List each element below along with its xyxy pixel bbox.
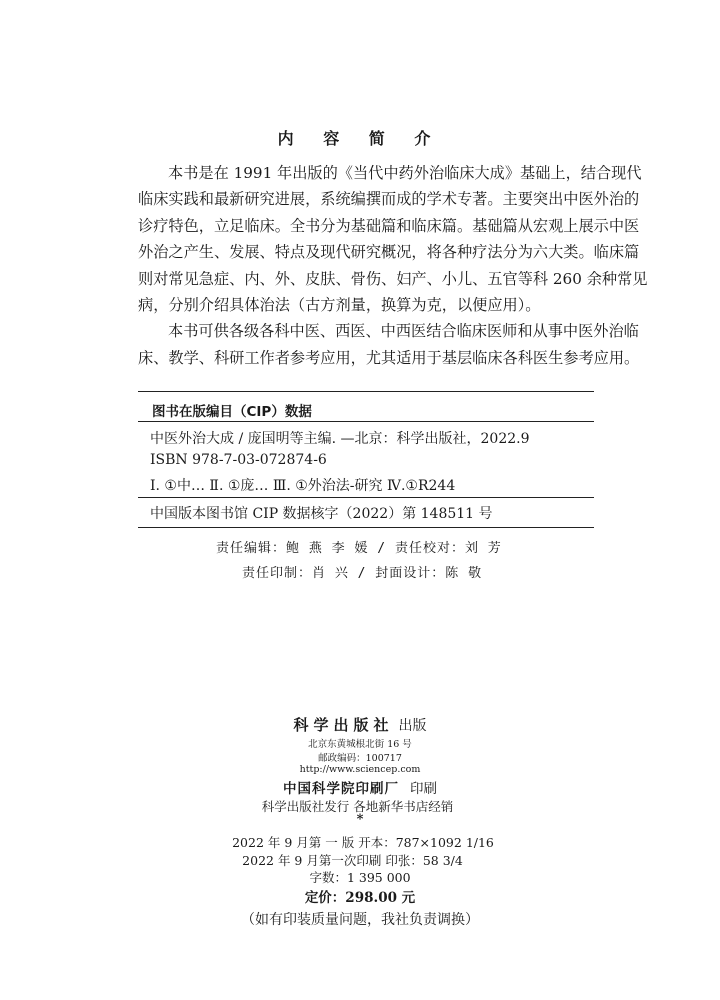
cip-record-number: 中国版本图书馆 CIP 数据核字（2022）第 148511 号 <box>150 506 493 522</box>
printer-suffix: 印刷 <box>410 781 438 797</box>
intro-p1-line3: 诊疗特色，立足临床。全书分为基础篇和临床篇。基础篇从宏观上展示中医 <box>138 216 640 235</box>
intro-p1-line2: 临床实践和最新研究进展，系统编撰而成的学术专著。主要突出中医外治的 <box>138 190 640 209</box>
intro-p2-line1: 本书可供各级各科中医、西医、中西医结合临床医师和从事中医外治临 <box>168 322 639 341</box>
credits-production: 责任印制：肖 兴 / 封面设计：陈 敬 <box>242 566 483 581</box>
intro-p1-line4: 外治之产生、发展、特点及现代研究概况，将各种疗法分为六大类。临床篇 <box>138 243 640 262</box>
page-title: 内 容 简 介 <box>277 129 443 148</box>
cip-heading: 图书在版编目（CIP）数据 <box>152 404 312 420</box>
intro-p1-line5: 则对常见急症、内、外、皮肤、骨伤、妇产、小儿、五官等科 260 余种常见 <box>138 269 648 288</box>
publisher-url: http://www.sciencep.com <box>299 764 421 775</box>
printer-name: 中国科学院印刷厂 <box>282 781 399 797</box>
publisher-suffix: 出版 <box>398 718 427 734</box>
publisher-name: 科学出版社 <box>293 716 394 734</box>
edition-line: 2022 年 9 月第 一 版 开本：787×1092 1/16 <box>232 835 494 850</box>
publisher-address: 北京东黄城根北街 16 号 <box>308 739 412 750</box>
intro-p1-line1: 本书是在 1991 年出版的《当代中药外治临床大成》基础上，结合现代 <box>168 164 642 182</box>
printer-line <box>0 777 720 797</box>
cip-heading-rule <box>138 421 594 422</box>
cip-isbn: ISBN 978-7-03-072874-6 <box>150 452 327 468</box>
printing-line: 2022 年 9 月第一次印刷 印张：58 3/4 <box>242 853 463 868</box>
price: 定价：298.00 元 <box>304 890 416 906</box>
cip-top-rule <box>138 391 594 392</box>
cip-mid-rule <box>138 497 594 498</box>
word-count: 字数：1 395 000 <box>309 870 411 885</box>
separator-star: * <box>356 812 364 827</box>
intro-p1-line6: 病，分别介绍具体治法（古方剂量，换算为克，以便应用）。 <box>138 296 541 315</box>
publisher-postcode: 邮政编码：100717 <box>318 753 402 764</box>
distribution-line: 科学出版社发行 各地新华书店经销 <box>261 799 454 814</box>
cip-classification: Ⅰ. ①中… Ⅱ. ①庞… Ⅲ. ①外治法-研究 Ⅳ.①R244 <box>150 478 456 494</box>
introduction <box>138 160 648 371</box>
cip-bottom-rule <box>138 527 594 528</box>
intro-p2-line2: 床、教学、科研工作者参考应用，尤其适用于基层临床各科医生参考应用。 <box>138 348 640 367</box>
publisher-line <box>0 714 720 735</box>
cip-title-line: 中医外治大成 / 庞国明等主编. —北京：科学出版社，2022.9 <box>150 431 530 447</box>
quality-note: （如有印装质量问题，我社负责调换） <box>241 912 479 928</box>
credits-editors: 责任编辑：鲍 燕 李 媛 / 责任校对：刘 芳 <box>216 541 502 556</box>
